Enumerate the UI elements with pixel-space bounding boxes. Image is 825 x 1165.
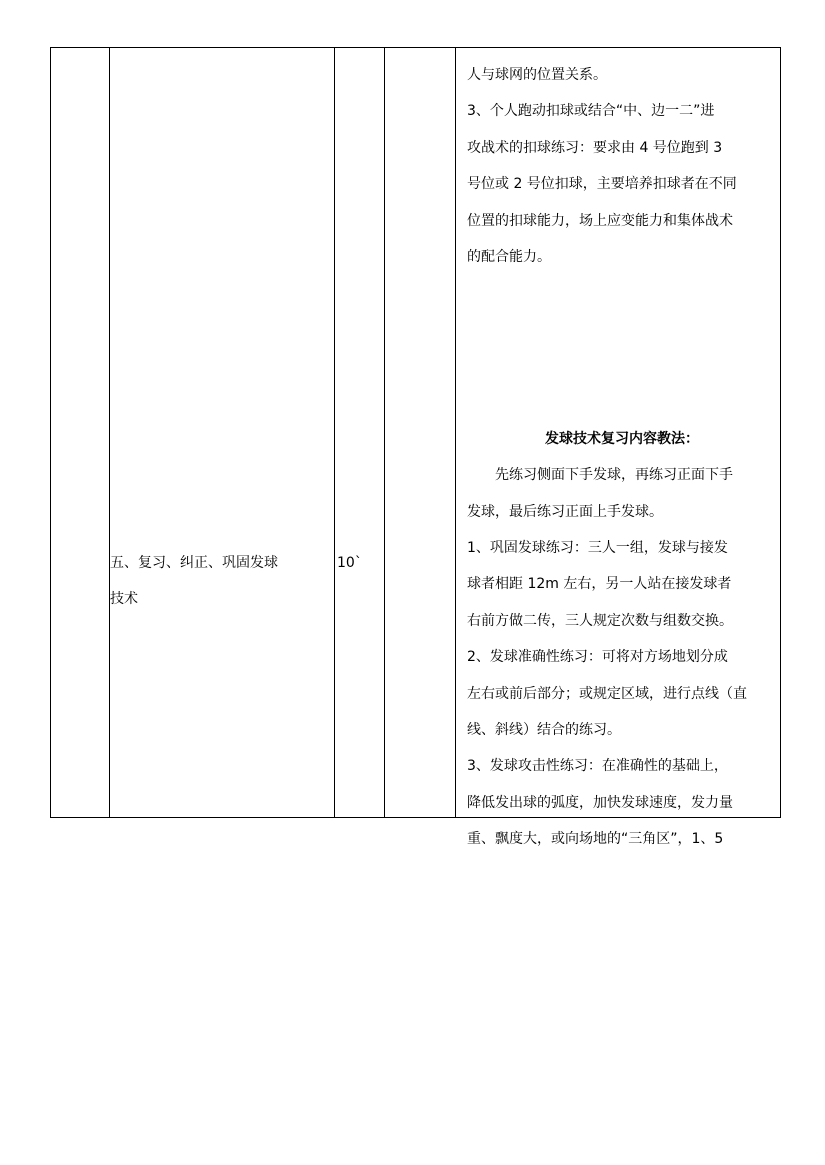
content-line: 线、斜线）结合的练习。 — [467, 722, 621, 739]
content-line: 的配合能力。 — [467, 248, 551, 265]
column-divider — [334, 48, 335, 817]
content-line: 降低发出球的弧度，加快发球速度，发力量 — [467, 794, 733, 811]
content-heading: 发球技术复习内容教法： — [545, 430, 699, 447]
content-line: 2、发球准确性练习：可将对方场地划分成 — [467, 649, 728, 666]
column-divider — [384, 48, 385, 817]
content-line: 人与球网的位置关系。 — [467, 67, 607, 83]
content-line: 3、发球攻击性练习：在准确性的基础上， — [467, 758, 728, 775]
content-line: 球者相距 12m 左右，另一人站在接发球者 — [467, 576, 732, 593]
content-line: 号位或 2 号位扣球，主要培养扣球者在不同 — [467, 176, 737, 193]
content-line: 3、个人跑动扣球或结合“中、边一二”进 — [467, 103, 715, 120]
content-line — [467, 275, 777, 311]
content-line — [467, 348, 777, 384]
content-line: 位置的扣球能力，场上应变能力和集体战术 — [467, 212, 733, 229]
lesson-plan-table — [50, 47, 781, 848]
section-title-line: 五、复习、纠正、巩固发球 — [110, 555, 278, 571]
content-line: 重、飘度大，或向场地的“三角区”，1、5 — [467, 831, 724, 848]
column-divider — [109, 48, 110, 817]
section-title-line: 技术 — [110, 591, 138, 608]
content-line — [467, 385, 777, 421]
content-line: 攻战术的扣球练习：要求由 4 号位跑到 3 — [467, 139, 723, 156]
column-divider — [455, 48, 456, 817]
time-cell: 10` — [337, 555, 362, 571]
content-line: 1、巩固发球练习：三人一组，发球与接发 — [467, 540, 728, 557]
content-cell — [467, 57, 777, 858]
content-line: 发球，最后练习正面上手发球。 — [467, 503, 663, 520]
section-title-cell — [110, 545, 335, 618]
content-line: 先练习侧面下手发球，再练习正面下手 — [495, 467, 733, 484]
content-line: 右前方做二传，三人规定次数与组数交换。 — [467, 612, 733, 629]
content-line: 左右或前后部分；或规定区域，进行点线（直 — [467, 685, 747, 702]
content-line — [467, 312, 777, 348]
